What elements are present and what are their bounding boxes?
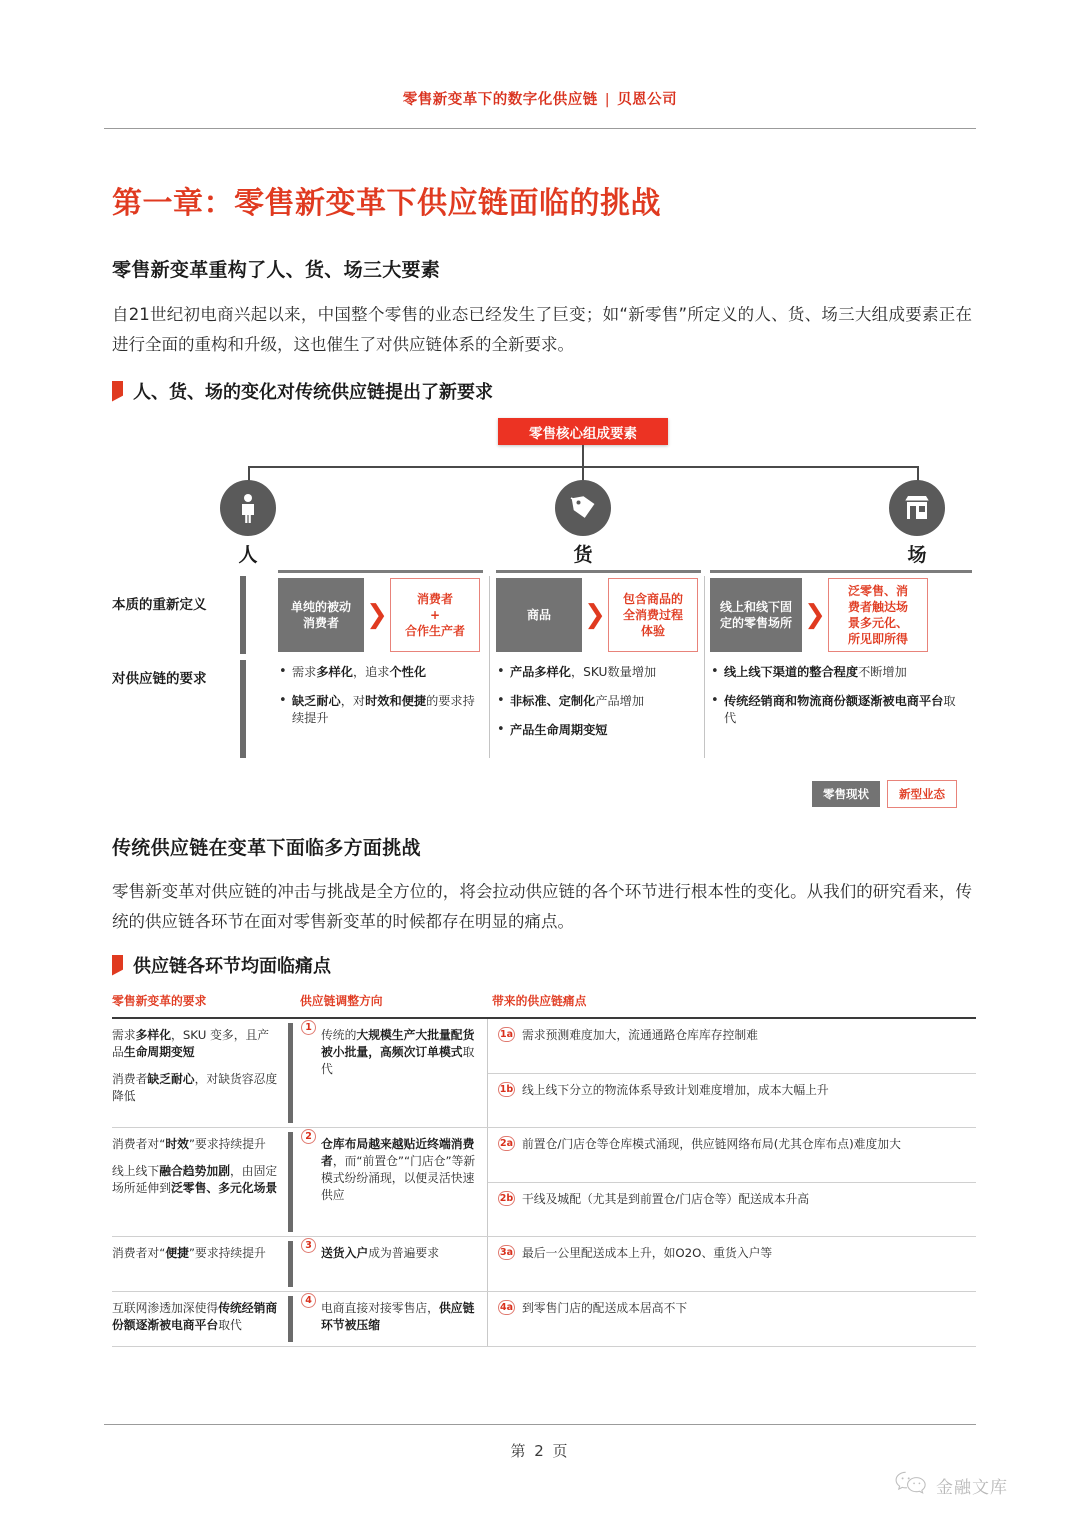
person-icon — [220, 480, 276, 536]
table-header-row — [112, 992, 976, 1014]
bullets-goods — [496, 664, 701, 751]
tree-connector-main — [582, 445, 584, 467]
price-tag-icon — [555, 480, 611, 536]
arrow-icon-1: ❯ — [366, 600, 388, 630]
red-flag-icon-2 — [112, 955, 123, 976]
pain-text: 线上线下分立的物流体系导致计划难度增加，成本大幅上升 — [522, 1083, 829, 1098]
footer-divider — [104, 1424, 976, 1425]
bullet-item: • 非标准、定制化产品增加 — [496, 693, 701, 710]
pain-number-badge: 2b — [498, 1191, 515, 1206]
cell-requirements — [112, 1292, 288, 1346]
tree-root-node: 零售核心组成要素 — [498, 418, 668, 445]
pain-number-badge: 4a — [498, 1300, 515, 1315]
chapter-title: 第一章：零售新变革下供应链面临的挑战 — [112, 186, 661, 221]
requirement-text: 需求多样化，SKU 变多，且产品生命周期变短 — [112, 1028, 270, 1060]
pain-point-item — [488, 1182, 976, 1236]
old-state-box-place: 线上和线下固 定的零售场所 — [710, 578, 802, 652]
bullet-item: • 缺乏耐心，对时效和便捷的要求持续提升 — [278, 693, 478, 727]
running-header-publisher: 贝恩公司 — [617, 92, 678, 108]
compare-pair-place — [710, 578, 928, 652]
running-header — [0, 88, 1080, 109]
direction-number-badge: 4 — [301, 1293, 316, 1308]
red-flag-icon — [112, 381, 123, 402]
direction-number-badge: 3 — [301, 1238, 316, 1253]
column-divider-1 — [489, 576, 490, 758]
pain-text: 干线及城配（尤其是到前置仓/门店仓等）配送成本升高 — [522, 1192, 810, 1207]
row-label-supply-chain-requirements: 对供应链的要求 — [112, 671, 207, 687]
pain-number-badge: 2a — [498, 1136, 515, 1151]
direction-number-badge: 2 — [301, 1129, 316, 1144]
requirement-text: 线上线下融合趋势加剧，由固定场所延伸到泛零售、多元化场景 — [112, 1164, 278, 1196]
running-header-separator: | — [604, 92, 611, 108]
pain-text: 需求预测难度加大，流通通路仓库库存控制难 — [522, 1028, 758, 1043]
section2-heading: 传统供应链在变革下面临多方面挑战 — [112, 837, 421, 859]
exhibit-supply-chain-pain-points — [112, 992, 976, 1347]
table-body — [112, 1019, 976, 1347]
exhibit1-title-text: 人、货、场的变化对传统供应链提出了新要求 — [133, 382, 493, 403]
node-label-goods: 货 — [573, 544, 593, 566]
bullet-item: • 线上线下渠道的整合程度不断增加 — [710, 664, 965, 681]
requirement-text: 消费者缺乏耐心，对缺货容忍度降低 — [112, 1072, 278, 1104]
table-row — [112, 1292, 976, 1347]
cell-direction: 1 传统的大规模生产大批量配货被小批量，高频次订单模式取代 — [301, 1019, 487, 1127]
cell-pain-points — [487, 1019, 976, 1127]
pain-text: 到零售门店的配送成本居高不下 — [522, 1301, 688, 1316]
section1-paragraph: 自21世纪初电商兴起以来，中国整个零售的业态已经发生了巨变；如“新零售”所定义的人、货、场三大组成要素正在进行全面的重构和升级，这也催生了对供应链体系的全新要求。 — [112, 305, 972, 354]
page-number: 第 2 页 — [510, 1442, 570, 1460]
pain-number-badge: 1a — [498, 1027, 515, 1042]
column-accent-bar — [288, 1241, 293, 1287]
row-label-redefinition: 本质的重新定义 — [112, 597, 207, 613]
running-header-title: 零售新变革下的数字化供应链 — [402, 92, 598, 108]
wechat-icon — [894, 1470, 928, 1500]
requirement-text: 消费者对“便捷”要求持续提升 — [112, 1246, 266, 1261]
legend-new-format: 新型业态 — [887, 780, 957, 808]
bullet-item: • 需求多样化，追求个性化 — [278, 664, 478, 681]
watermark — [894, 1470, 1008, 1500]
exhibit2-title — [112, 952, 331, 978]
store-icon — [889, 480, 945, 536]
new-state-box-goods: 包含商品的 全消费过程 体验 — [608, 578, 698, 652]
cell-pain-points — [487, 1237, 976, 1291]
arrow-icon-2: ❯ — [584, 600, 606, 630]
bullets-person — [278, 664, 478, 739]
cell-direction: 4 电商直接对接零售店，供应链环节被压缩 — [301, 1292, 487, 1346]
table-header-requirements: 零售新变革的要求 — [112, 994, 207, 1008]
bullet-item: • 产品生命周期变短 — [496, 722, 701, 739]
table-header-direction: 供应链调整方向 — [300, 994, 383, 1008]
bullet-item: • 传统经销商和物流商份额逐渐被电商平台取代 — [710, 693, 965, 727]
header-divider — [104, 128, 976, 129]
exhibit1-legend — [812, 780, 957, 808]
pain-text: 前置仓/门店仓等仓库模式涌现，供应链网络布局(尤其仓库布点)难度加大 — [522, 1137, 901, 1152]
row-accent-bar-1 — [240, 576, 246, 654]
cell-pain-points — [487, 1292, 976, 1346]
cell-requirements — [112, 1019, 288, 1127]
pain-point-item — [488, 1292, 976, 1346]
column-accent-bar — [288, 1132, 293, 1232]
exhibit-retail-core-elements — [112, 418, 976, 818]
legend-current-state: 零售现状 — [812, 781, 880, 807]
column-divider-2 — [704, 576, 705, 758]
cell-direction: 2 仓库布局越来越贴近终端消费者，而“前置仓”“门店仓”等新模式纷纷涌现，以便灵活快速供应 — [301, 1128, 487, 1236]
old-state-box-goods: 商品 — [496, 578, 582, 652]
section1-heading: 零售新变革重构了人、货、场三大要素 — [112, 259, 441, 281]
direction-number-badge: 1 — [301, 1020, 316, 1035]
cell-pain-points — [487, 1128, 976, 1236]
pain-point-item — [488, 1073, 976, 1127]
exhibit2-title-text: 供应链各环节均面临痛点 — [133, 956, 331, 977]
exhibit1-title — [112, 378, 493, 404]
new-state-box-person: 消费者 + 合作生产者 — [390, 578, 480, 652]
column-accent-bar — [288, 1296, 293, 1342]
pain-point-item — [488, 1128, 976, 1182]
pain-text: 最后一公里配送成本上升，如O2O、重货入户等 — [522, 1246, 773, 1261]
old-state-box-person: 单纯的被动 消费者 — [278, 578, 364, 652]
node-label-place: 场 — [907, 544, 927, 566]
table-row — [112, 1128, 976, 1237]
requirement-text: 互联网渗透加深使得传统经销商份额逐渐被电商平台取代 — [112, 1301, 278, 1333]
pain-point-item — [488, 1237, 976, 1291]
section2-paragraph: 零售新变革对供应链的冲击与挑战是全方位的，将会拉动供应链的各个环节进行根本性的变化。从我们的研究看来，传统的供应链各环节在面对零售新变革的时候都存在明显的痛点。 — [112, 882, 972, 931]
bullet-item: • 产品多样化，SKU数量增加 — [496, 664, 701, 681]
arrow-icon-3: ❯ — [804, 600, 826, 630]
pain-number-badge: 1b — [498, 1082, 515, 1097]
cell-requirements — [112, 1128, 288, 1236]
row-accent-bar-2 — [240, 660, 246, 758]
watermark-text: 金融文库 — [936, 1477, 1008, 1498]
compare-pair-person — [278, 578, 480, 652]
node-label-person: 人 — [238, 544, 258, 566]
column-rule-1 — [278, 570, 483, 573]
compare-pair-goods — [496, 578, 698, 652]
pain-number-badge: 3a — [498, 1245, 515, 1260]
column-accent-bar — [288, 1023, 293, 1123]
column-rule-2 — [496, 570, 701, 573]
table-row — [112, 1237, 976, 1292]
cell-requirements — [112, 1237, 288, 1291]
bullets-place — [710, 664, 965, 739]
pain-point-item — [488, 1019, 976, 1073]
requirement-text: 消费者对“时效”要求持续提升 — [112, 1137, 266, 1152]
cell-direction: 3 送货入户成为普遍要求 — [301, 1237, 487, 1291]
column-rule-3 — [710, 570, 972, 573]
table-header-pains: 带来的供应链痛点 — [492, 994, 587, 1008]
new-state-box-place: 泛零售、消 费者触达场 景多元化、 所见即所得 — [828, 578, 928, 652]
table-row — [112, 1019, 976, 1128]
